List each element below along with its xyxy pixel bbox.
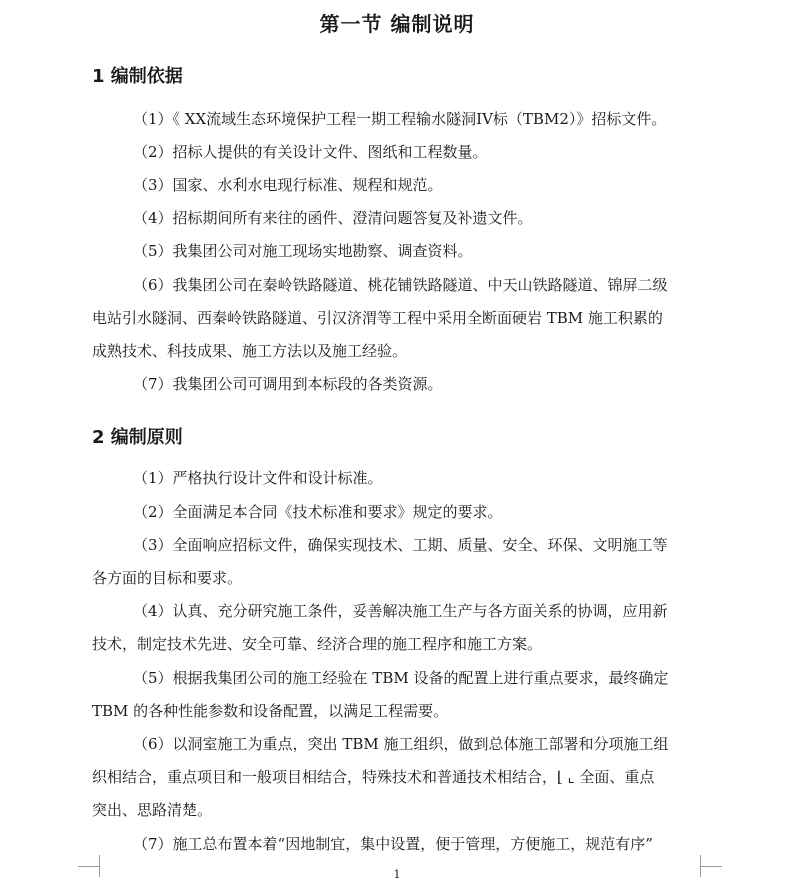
margin-corner-mark [700, 866, 722, 867]
paragraph-line: 突出、思路清楚。 [92, 801, 213, 819]
paragraph-line: （4）认真、充分研究施工条件，妥善解决施工生产与各方面关系的协调，应用新 [133, 602, 668, 620]
paragraph-line: （2）招标人提供的有关设计文件、图纸和工程数量。 [133, 143, 488, 161]
paragraph-line: 织相结合，重点项目和一般项目相结合，特殊技术和普通技术相结合，⌊ ⌞ 全面、重点 [92, 768, 655, 786]
paragraph-line: （7）施工总布置本着“因地制宜，集中设置，便于管理，方便施工，规范有序” [133, 835, 653, 853]
paragraph-line: 电站引水隧洞、西秦岭铁路隧道、引汉济渭等工程中采用全断面硬岩 TBM 施工积累的 [92, 309, 663, 327]
page-title: 第一节 编制说明 [319, 12, 475, 36]
paragraph-line: （7）我集团公司可调用到本标段的各类资源。 [133, 375, 443, 393]
paragraph-line: （3）全面响应招标文件，确保实现技术、工期、质量、安全、环保、文明施工等 [133, 536, 668, 554]
paragraph-line: 成熟技术、科技成果、施工方法以及施工经验。 [92, 342, 408, 360]
paragraph-line: 各方面的目标和要求。 [92, 569, 243, 587]
paragraph-line: （3）国家、水利水电现行标准、规程和规范。 [133, 176, 443, 194]
paragraph-line: （4）招标期间所有来往的函件、澄清问题答复及补遗文件。 [133, 209, 533, 227]
paragraph-line: （5）根据我集团公司的施工经验在 TBM 设备的配置上进行重点要求，最终确定 [133, 669, 669, 687]
paragraph-line: （2）全面满足本合同《技术标准和要求》规定的要求。 [133, 503, 503, 521]
paragraph-line: TBM 的各种性能参数和设备配置，以满足工程需要。 [92, 702, 449, 720]
paragraph-line: （1）《 XX流域生态环境保护工程一期工程输水隧洞IV标（TBM2）》招标文件。 [133, 110, 667, 128]
page-number: 1 [393, 868, 401, 881]
margin-corner-mark [78, 866, 100, 867]
section-heading-basis: 1 编制依据 [92, 66, 183, 87]
section-heading-principles: 2 编制原则 [92, 427, 183, 448]
paragraph-line: （5）我集团公司对施工现场实地勘察、调查资料。 [133, 242, 473, 260]
paragraph-line: （6）我集团公司在秦岭铁路隧道、桃花铺铁路隧道、中天山铁路隧道、锦屏二级 [133, 276, 668, 294]
paragraph-line: （1）严格执行设计文件和设计标准。 [133, 469, 383, 487]
paragraph-line: （6）以洞室施工为重点，突出 TBM 施工组织，做到总体施工部署和分项施工组 [133, 735, 669, 753]
paragraph-line: 技术，制定技术先进、安全可靠、经济合理的施工程序和施工方案。 [92, 635, 543, 653]
